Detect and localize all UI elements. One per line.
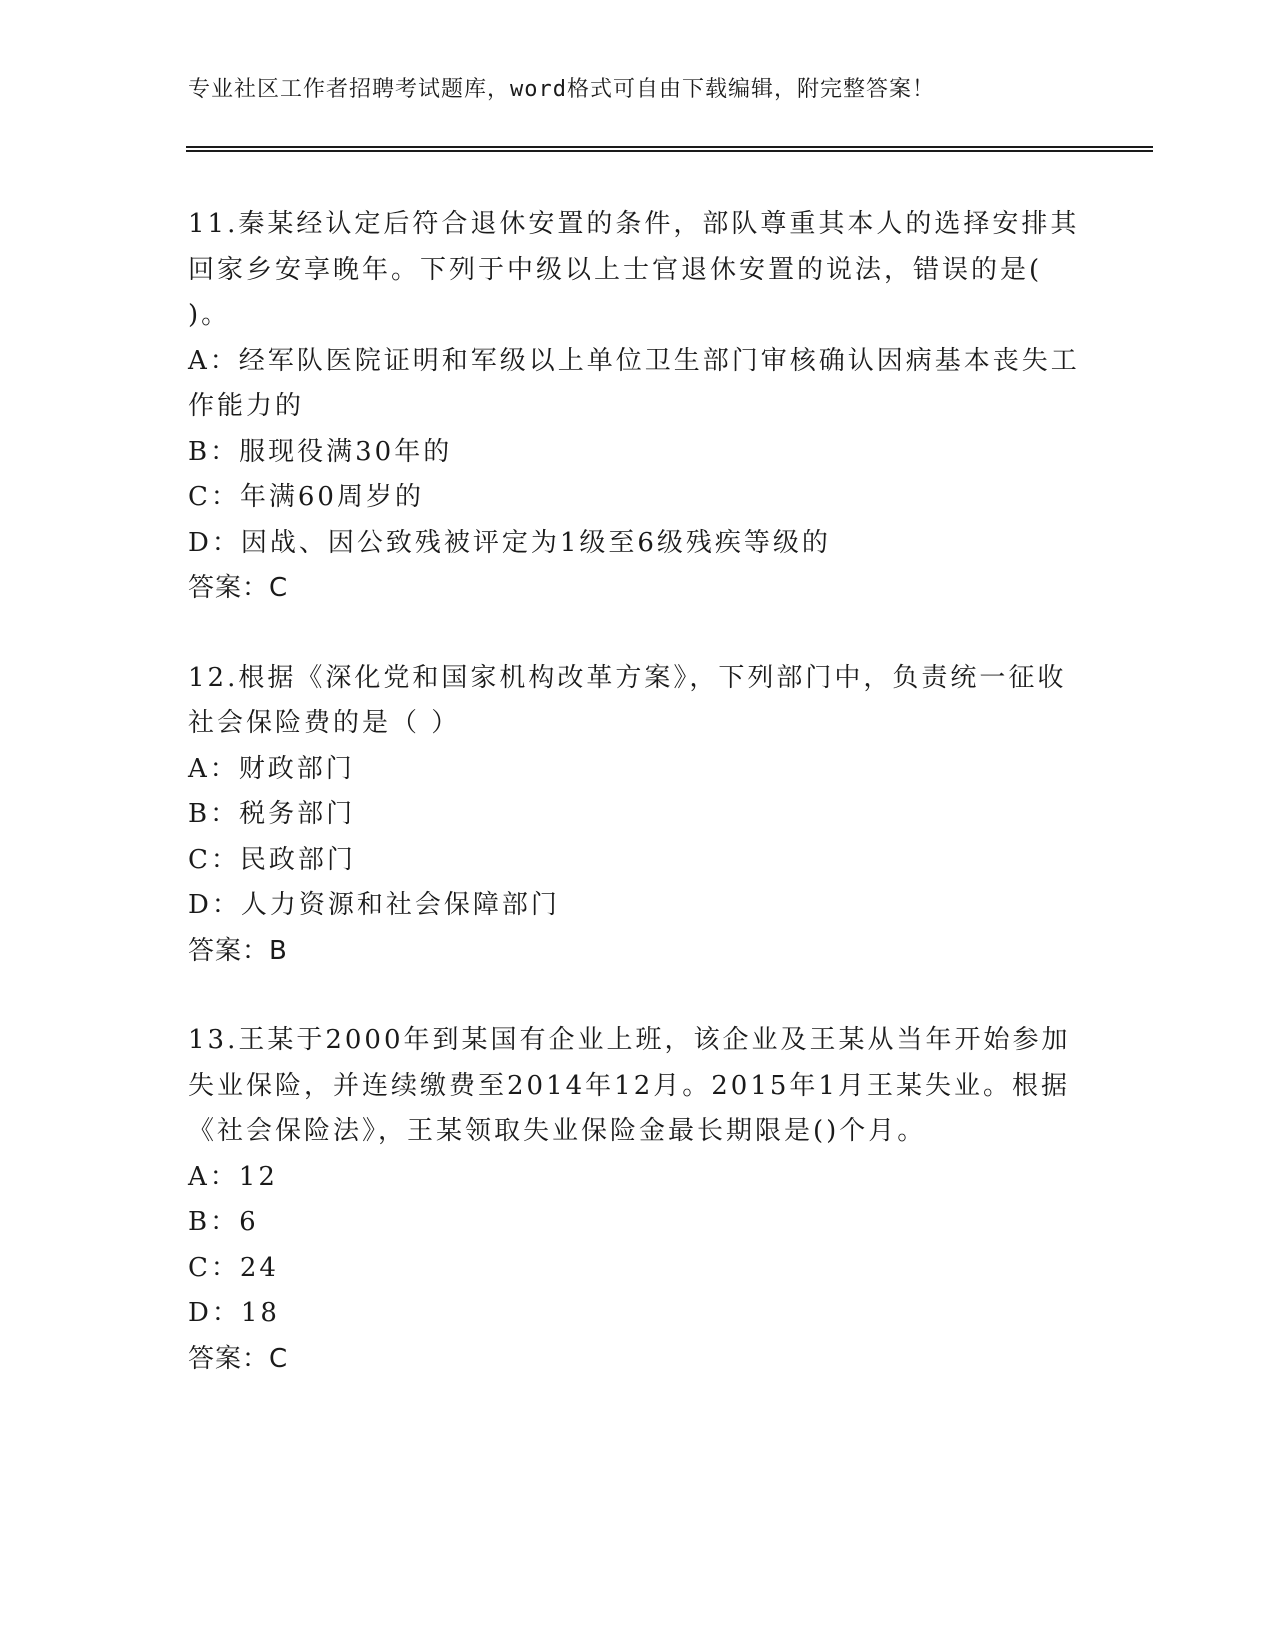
question-list — [188, 202, 1088, 1426]
question-11 — [188, 202, 1088, 612]
option-a: A：财政部门 — [188, 753, 355, 784]
option-d: D：因战、因公致残被评定为1级至6级残疾等级的 — [188, 527, 831, 558]
header-divider — [186, 146, 1153, 152]
option-b: B：税务部门 — [188, 799, 356, 829]
option-b: B：6 — [188, 1207, 259, 1237]
option-c: C：年满60周岁的 — [188, 482, 424, 512]
question-text: 12.根据《深化党和国家机构改革方案》，下列部门中，负责统一征收社会保险费的是（ ） — [188, 662, 1067, 738]
option-b: B：服现役满30年的 — [188, 436, 453, 467]
option-d: D：18 — [188, 1298, 280, 1328]
answer: 答案：C — [188, 1343, 289, 1374]
option-a: A：12 — [188, 1161, 278, 1192]
option-c: C：民政部门 — [188, 844, 356, 875]
answer: 答案：C — [188, 573, 289, 603]
question-12 — [188, 656, 1088, 975]
option-c: C：24 — [188, 1252, 279, 1283]
question-13 — [188, 1018, 1088, 1382]
question-text: 13.王某于2000年到某国有企业上班，该企业及王某从当年开始参加失业保险，并连续缴费至2014年12月。2015年1月王某失业。根据《社会保险法》，王某领取失业保险金最长期限是()个月。 — [188, 1025, 1071, 1146]
answer: 答案：B — [188, 935, 288, 966]
page-header: 专业社区工作者招聘考试题库，word格式可自由下载编辑，附完整答案！ — [188, 77, 935, 102]
question-text: 11.秦某经认定后符合退休安置的条件，部队尊重其本人的选择安排其回家乡安享晚年。下列于中级以上士官退休安置的说法，错误的是( )。 — [188, 209, 1080, 330]
option-d: D：人力资源和社会保障部门 — [188, 890, 560, 920]
option-a: A：经军队医院证明和军级以上单位卫生部门审核确认因病基本丧失工作能力的 — [188, 345, 1080, 421]
